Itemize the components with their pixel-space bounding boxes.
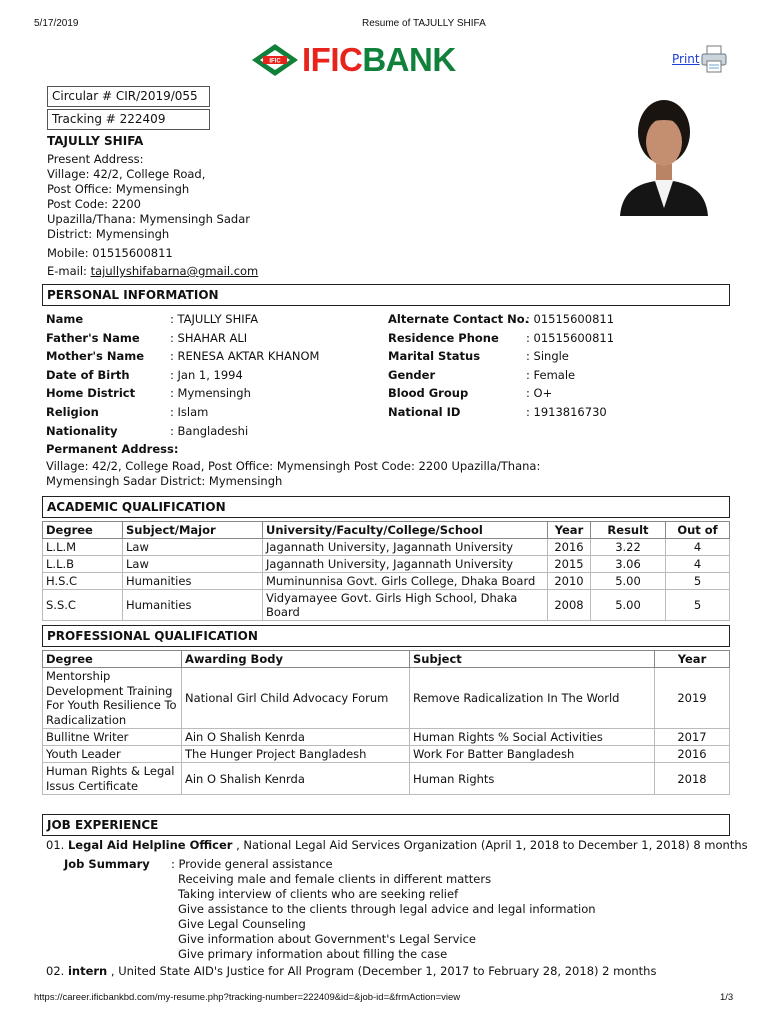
table-cell: Mentorship Development Training For Youth Resilience To Radicalization [43, 668, 182, 729]
personal-label: Father's Name [46, 330, 140, 345]
job-entry [46, 964, 656, 978]
document-title: Resume of TAJULLY SHIFA [362, 18, 486, 29]
column-header: Year [655, 651, 730, 668]
table-cell: 2016 [548, 539, 591, 556]
personal-value: : Jan 1, 1994 [170, 367, 243, 382]
column-header: Degree [43, 651, 182, 668]
personal-value: : 01515600811 [526, 312, 615, 326]
address-line: Village: 42/2, College Road, [47, 167, 206, 181]
personal-row [388, 312, 708, 331]
ific-emblem-icon [250, 42, 300, 78]
table-row [43, 668, 730, 729]
personal-value: : SHAHAR ALI [170, 330, 248, 345]
table-cell: 5 [666, 573, 730, 590]
table-cell: 2018 [655, 763, 730, 795]
email-label: E-mail: [47, 264, 91, 278]
mobile: Mobile: 01515600811 [47, 246, 173, 260]
job-title: Legal Aid Helpline Officer [67, 838, 233, 852]
job-summary-line: Give Legal Counseling [178, 917, 306, 931]
table-cell: Humanities [123, 590, 263, 621]
table-cell: 2017 [655, 729, 730, 746]
logo-text-bank: BANK [362, 41, 456, 78]
table-row [43, 590, 730, 621]
table-cell: Ain O Shalish Kenrda [182, 729, 410, 746]
personal-label: Home District [46, 386, 136, 401]
permanent-address-label: Permanent Address: [46, 442, 179, 457]
table-cell: Remove Radicalization In The World [410, 668, 655, 729]
personal-value: : TAJULLY SHIFA [170, 312, 259, 326]
print-link[interactable]: Print [672, 52, 700, 66]
personal-row [388, 405, 708, 424]
email-link[interactable]: tajullyshifabarna@gmail.com [90, 264, 259, 278]
personal-value: : 1913816730 [526, 404, 607, 419]
personal-row [388, 368, 708, 387]
personal-row [388, 331, 708, 350]
column-header: Subject/Major [123, 522, 263, 539]
address-line: Upazilla/Thana: Mymensingh Sadar [47, 212, 250, 226]
table-cell: 4 [666, 556, 730, 573]
job-summary-label: Job Summary [64, 857, 150, 871]
table-row [43, 763, 730, 795]
table-row [43, 539, 730, 556]
table-cell: 3.06 [591, 556, 666, 573]
page-count: 1/3 [720, 992, 734, 1003]
academic-table [42, 521, 730, 621]
ific-bank-logo [250, 42, 470, 78]
column-header: Year [548, 522, 591, 539]
table-cell: Vidyamayee Govt. Girls High School, Dhaka Board [263, 590, 548, 621]
table-cell: Law [123, 556, 263, 573]
job-summary-line: Receiving male and female clients in different matters [178, 872, 492, 886]
table-row [43, 573, 730, 590]
table-cell: Work For Batter Bangladesh [410, 746, 655, 763]
table-cell: Human Rights & Legal Issus Certificate [43, 763, 182, 795]
personal-label: Nationality [46, 423, 118, 438]
table-cell: The Hunger Project Bangladesh [182, 746, 410, 763]
table-cell: 5 [666, 590, 730, 621]
logo-text-ific: IFIC [302, 41, 363, 78]
table-cell: 2008 [548, 590, 591, 621]
personal-value: : Mymensingh [170, 386, 251, 401]
email-row [47, 264, 258, 278]
job-summary-line: : Provide general assistance [171, 857, 333, 871]
table-cell: Human Rights [410, 763, 655, 795]
column-header: Subject [410, 651, 655, 668]
table-cell: 2015 [548, 556, 591, 573]
professional-qualification-heading: PROFESSIONAL QUALIFICATION [42, 625, 730, 647]
personal-value: : O+ [526, 386, 553, 401]
page-url: https://career.ificbankbd.com/my-resume.php?tracking-number=222409&id=&job-id=&frmAction=view [34, 992, 461, 1003]
address-line: Post Office: Mymensingh [47, 182, 190, 196]
applicant-name: TAJULLY SHIFA [47, 134, 144, 148]
table-cell: 4 [666, 539, 730, 556]
address-line: District: Mymensingh [47, 227, 170, 241]
personal-value: : RENESA AKTAR KHANOM [170, 349, 320, 364]
personal-label: Blood Group [388, 386, 469, 401]
permanent-address-line: Village: 42/2, College Road, Post Office: Mymensingh Post Code: 2200 Upazilla/Thana: [46, 459, 541, 473]
table-cell: S.S.C [43, 590, 123, 621]
personal-value: : Bangladeshi [170, 423, 249, 438]
table-cell: Jagannath University, Jagannath University [263, 556, 548, 573]
table-cell: Muminunnisa Govt. Girls College, Dhaka Board [263, 573, 548, 590]
job-details: , National Legal Aid Services Organization (April 1, 2018 to December 1, 2018) 8 months [232, 838, 748, 852]
personal-label: Residence Phone [388, 330, 499, 345]
column-header: Out of [666, 522, 730, 539]
table-header-row [43, 651, 730, 668]
table-cell: Bullitne Writer [43, 729, 182, 746]
personal-label: Alternate Contact No. [388, 312, 530, 326]
table-cell: 2019 [655, 668, 730, 729]
table-cell: H.S.C [43, 573, 123, 590]
column-header: Result [591, 522, 666, 539]
job-experience-heading: JOB EXPERIENCE [42, 814, 730, 836]
table-cell: 3.22 [591, 539, 666, 556]
table-header-row [43, 522, 730, 539]
present-address-label: Present Address: [47, 152, 144, 166]
table-cell: Ain O Shalish Kenrda [182, 763, 410, 795]
personal-value: : Single [526, 349, 569, 364]
print-date: 5/17/2019 [34, 18, 79, 29]
table-cell: L.L.M [43, 539, 123, 556]
job-number: 01. [46, 838, 65, 852]
printer-icon[interactable] [700, 44, 728, 74]
table-cell: Human Rights % Social Activities [410, 729, 655, 746]
column-header: University/Faculty/College/School [263, 522, 548, 539]
job-summary-line: Taking interview of clients who are seeking relief [178, 887, 459, 901]
job-summary-line: Give primary information about filling the case [178, 947, 448, 961]
personal-right-column [388, 312, 708, 424]
job-summary [171, 857, 596, 962]
column-header: Degree [43, 522, 123, 539]
table-cell: 5.00 [591, 590, 666, 621]
table-cell: National Girl Child Advocacy Forum [182, 668, 410, 729]
address-line: Post Code: 2200 [47, 197, 141, 211]
permanent-address-line: Mymensingh Sadar District: Mymensingh [46, 474, 283, 488]
table-cell: 5.00 [591, 573, 666, 590]
job-summary-line: Give information about Government's Legal Service [178, 932, 477, 946]
personal-label: National ID [388, 404, 461, 419]
job-summary-line: Give assistance to the clients through legal advice and legal information [178, 902, 596, 916]
personal-row [388, 386, 708, 405]
permanent-address [46, 459, 540, 489]
personal-label: Date of Birth [46, 367, 130, 382]
personal-label: Mother's Name [46, 349, 145, 364]
professional-table [42, 650, 730, 795]
applicant-photo [600, 86, 728, 216]
table-cell: Humanities [123, 573, 263, 590]
emblem-text: IFIC [269, 58, 281, 65]
personal-value: : Islam [170, 404, 209, 419]
personal-value: : Female [526, 367, 576, 382]
job-number: 02. [46, 964, 65, 978]
personal-label: Name [46, 312, 84, 326]
personal-label: Gender [388, 367, 436, 382]
table-row [43, 746, 730, 763]
table-cell: Jagannath University, Jagannath University [263, 539, 548, 556]
job-entry [46, 838, 748, 852]
job-details: , United State AID's Justice for All Program (December 1, 2017 to February 28, 2018) 2 months [107, 964, 657, 978]
table-cell: 2010 [548, 573, 591, 590]
table-row [43, 556, 730, 573]
personal-label: Marital Status [388, 349, 481, 364]
personal-value: : 01515600811 [526, 330, 615, 345]
table-cell: Law [123, 539, 263, 556]
personal-label: Religion [46, 404, 99, 419]
table-cell: L.L.B [43, 556, 123, 573]
table-row [43, 729, 730, 746]
job-title: intern [67, 964, 108, 978]
column-header: Awarding Body [182, 651, 410, 668]
personal-information-heading: PERSONAL INFORMATION [42, 284, 730, 306]
present-address [47, 152, 250, 242]
personal-row [388, 349, 708, 368]
tracking-number: Tracking # 222409 [47, 109, 210, 130]
table-cell: Youth Leader [43, 746, 182, 763]
circular-number: Circular # CIR/2019/055 [47, 86, 210, 107]
table-cell: 2016 [655, 746, 730, 763]
academic-qualification-heading: ACADEMIC QUALIFICATION [42, 496, 730, 518]
